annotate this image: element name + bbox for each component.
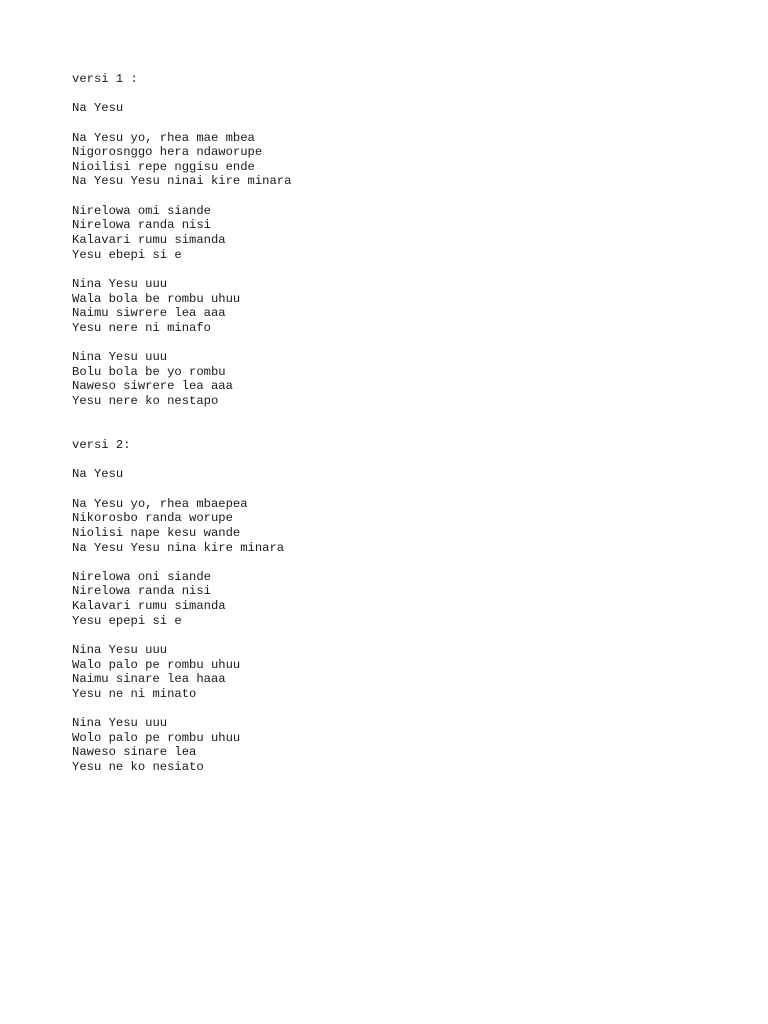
blank-line <box>72 336 732 351</box>
lyric-line: Na Yesu Yesu nina kire minara <box>72 540 285 555</box>
lyric-line: Nina Yesu uuu <box>72 716 168 731</box>
lyric-line: Yesu nere ko nestapo <box>72 394 219 409</box>
verse-intro: Na Yesu <box>72 101 124 116</box>
verse-heading: versi 1 : <box>72 72 138 86</box>
lyric-line: Wala bola be rombu uhuu <box>72 291 241 306</box>
verse-heading: versi 2: <box>72 438 131 453</box>
lyric-line: Kalavari rumu simanda <box>72 599 226 614</box>
lyric-line: Na Yesu yo, rhea mbaepea <box>72 496 248 511</box>
stanza <box>72 497 732 556</box>
lyric-line: Naweso sinare lea <box>72 745 197 760</box>
lyric-line: Nigorosnggo hera ndaworupe <box>72 145 263 160</box>
lyric-line: Kalavari rumu simanda <box>72 233 226 248</box>
blank-line <box>72 555 732 570</box>
verse-intro: Na Yesu <box>72 467 124 482</box>
stanza <box>72 277 732 336</box>
lyric-line: Yesu nere ni minafo <box>72 320 211 335</box>
blank-line <box>72 702 732 717</box>
stanza <box>72 204 732 263</box>
stanza <box>72 350 732 409</box>
lyric-line: Nioilisi repe nggisu ende <box>72 159 255 174</box>
stanza <box>72 131 732 190</box>
blank-line <box>72 628 732 643</box>
blank-line <box>72 189 732 204</box>
lyric-line: Naimu siwrere lea aaa <box>72 306 226 321</box>
stanza <box>72 643 732 702</box>
lyric-line: Bolu bola be yo rombu <box>72 364 226 379</box>
stanza <box>72 716 732 775</box>
stanza <box>72 570 732 629</box>
blank-line <box>72 116 732 131</box>
lyric-line: Walo palo pe rombu uhuu <box>72 657 241 672</box>
lyric-line: Yesu ne ni minato <box>72 686 197 701</box>
lyric-line: Naweso siwrere lea aaa <box>72 379 233 394</box>
lyric-line: Yesu ebepi si e <box>72 247 182 262</box>
verse-separator <box>72 409 732 438</box>
lyric-line: Nirelowa oni siande <box>72 569 211 584</box>
lyric-line: Wolo palo pe rombu uhuu <box>72 730 241 745</box>
lyric-line: Yesu epepi si e <box>72 613 182 628</box>
lyric-line: Nirelowa omi siande <box>72 203 211 218</box>
lyric-line: Nikorosbo randa worupe <box>72 511 233 526</box>
lyric-line: Niolisi nape kesu wande <box>72 525 241 540</box>
blank-line <box>72 262 732 277</box>
blank-line <box>72 453 732 468</box>
lyric-line: Nina Yesu uuu <box>72 350 168 365</box>
lyric-line: Nirelowa randa nisi <box>72 218 211 233</box>
lyric-line: Na Yesu Yesu ninai kire minara <box>72 174 292 189</box>
lyrics-text <box>72 72 732 775</box>
lyric-line: Nina Yesu uuu <box>72 643 168 657</box>
lyric-line: Nirelowa randa nisi <box>72 584 211 599</box>
blank-line <box>72 87 732 102</box>
blank-line <box>72 482 732 497</box>
lyric-line: Nina Yesu uuu <box>72 276 168 291</box>
verse-1 <box>72 72 732 409</box>
lyric-line: Na Yesu yo, rhea mae mbea <box>72 130 255 145</box>
lyric-line: Naimu sinare lea haaa <box>72 672 226 687</box>
verse-2 <box>72 438 732 775</box>
lyric-line: Yesu ne ko nesiato <box>72 760 204 775</box>
